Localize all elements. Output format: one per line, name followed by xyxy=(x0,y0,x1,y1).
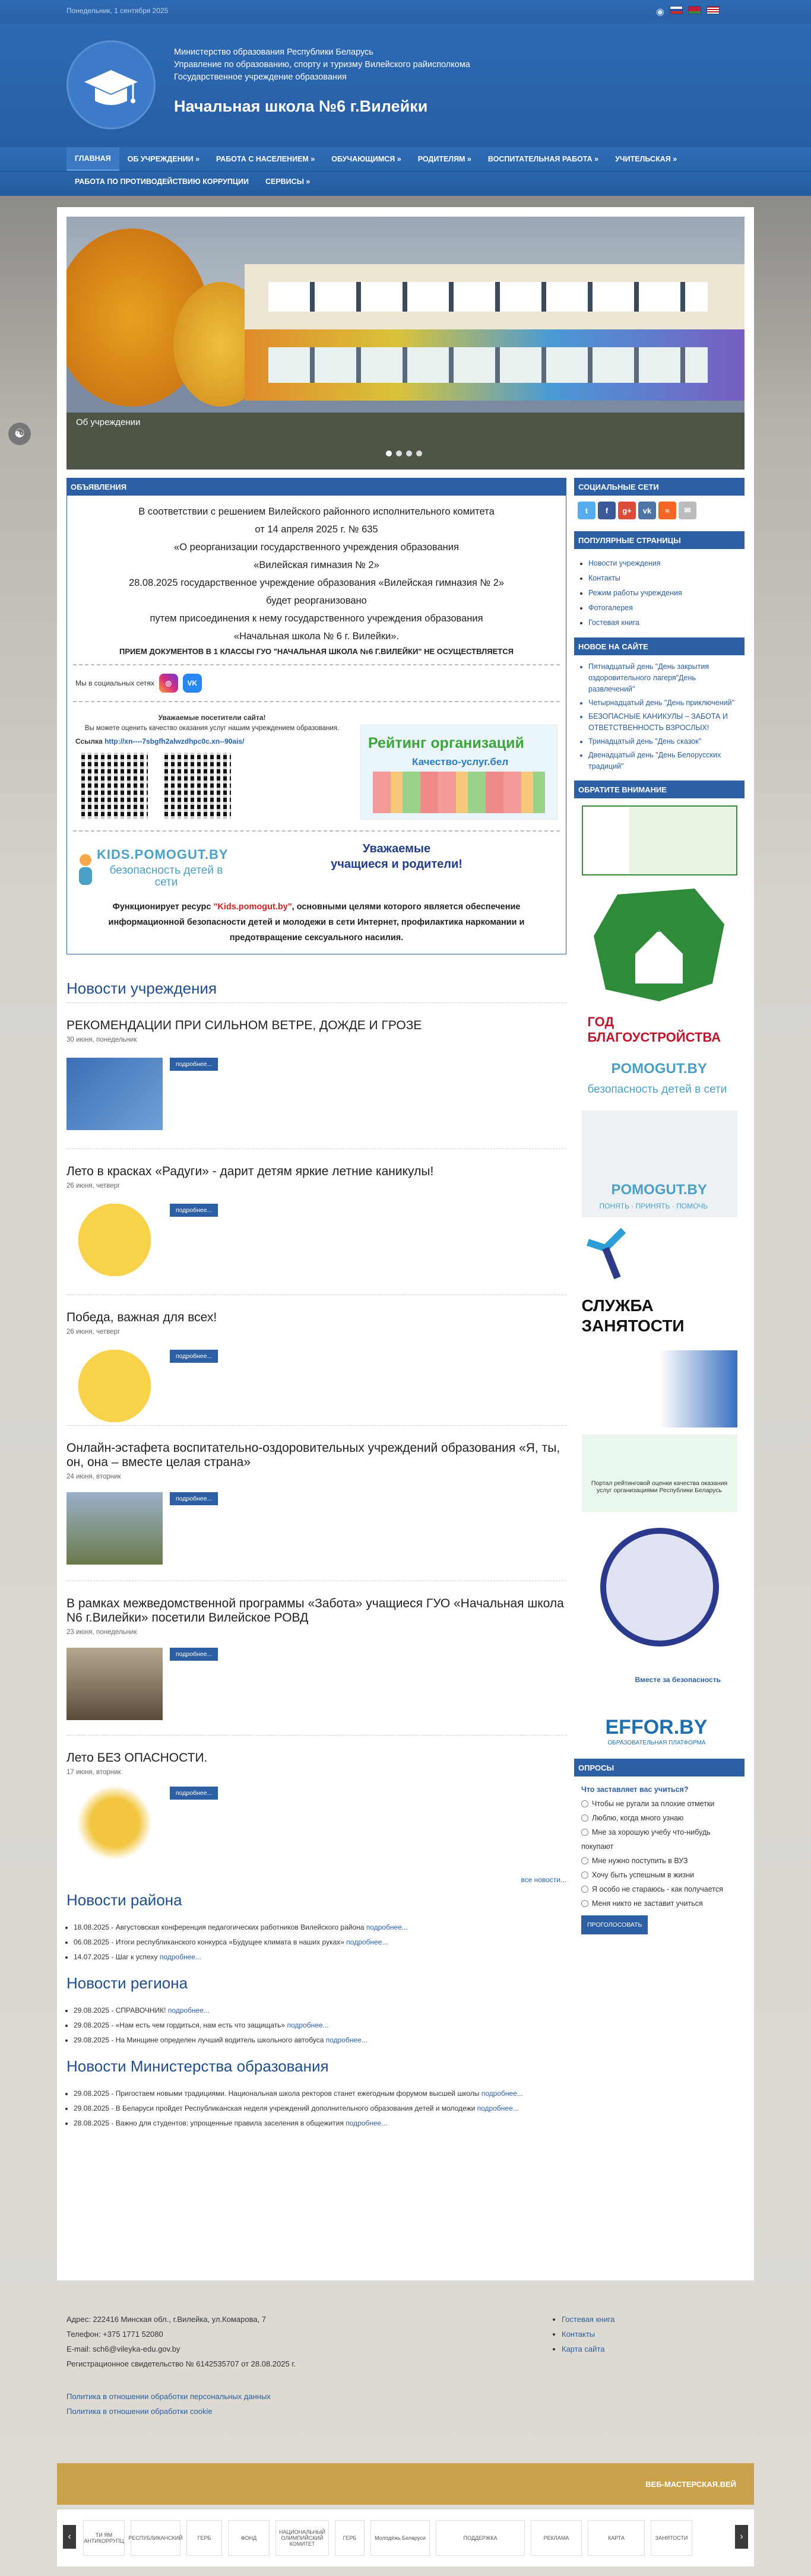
news-thumbnail[interactable] xyxy=(66,1648,163,1720)
kids-heading-2: учащиеся и родители! xyxy=(331,858,462,871)
rescue-banner[interactable] xyxy=(582,1519,737,1655)
district-news-title[interactable]: Новости района xyxy=(66,1891,182,1909)
news-item xyxy=(66,1426,566,1581)
rss-icon[interactable]: ≈ xyxy=(658,502,676,519)
twitter-icon[interactable]: t xyxy=(578,502,595,519)
district-news-text[interactable]: 18.08.2025 - Августовская конференция педагогических работников Вилейского района xyxy=(74,1923,365,1931)
partner-logo[interactable]: ПОДДЕРЖКА xyxy=(436,2520,525,2556)
year-banner[interactable] xyxy=(582,883,737,1043)
popular-link[interactable]: Фотогалерея xyxy=(588,604,633,612)
cookie-policy-link[interactable]: Политика в отношении обработки cookie xyxy=(66,2407,213,2416)
news-section-title[interactable]: Новости учреждения xyxy=(66,979,566,1003)
news-thumbnail[interactable] xyxy=(66,1492,163,1565)
google-plus-icon[interactable]: g+ xyxy=(618,502,636,519)
privacy-policy-link[interactable]: Политика в отношении обработки персональных данных xyxy=(66,2392,271,2401)
pomogut-title: POMOGUT.BY xyxy=(611,1061,707,1077)
divider xyxy=(73,664,560,665)
partner-logo[interactable]: ГЕРБ xyxy=(335,2520,365,2556)
divider xyxy=(73,830,560,832)
poll-option[interactable]: Люблю, когда много узнаю xyxy=(581,1811,737,1825)
region-news-item xyxy=(74,2033,566,2048)
social-title: СОЦИАЛЬНЫЕ СЕТИ xyxy=(574,478,745,496)
education-resource-banner[interactable] xyxy=(582,1350,737,1427)
news-item xyxy=(66,1149,566,1295)
org-line-institution: Государственное учреждение образования xyxy=(174,72,347,82)
ministry-news-text[interactable]: 29.08.2025 - В Беларуси пройдет Республиканская неделя учреждений дополнительного образования детей и молодежи xyxy=(74,2104,476,2112)
flag-ru-icon[interactable] xyxy=(670,6,683,14)
region-news-list xyxy=(66,2003,566,2048)
vote-button[interactable]: ПРОГОЛОСОВАТЬ xyxy=(581,1915,648,1934)
more-link[interactable]: подробнее... xyxy=(325,2036,368,2044)
school-logo-icon[interactable] xyxy=(66,40,156,129)
ministry-news-title[interactable]: Новости Министерства образования xyxy=(66,2057,329,2075)
qr-text-block xyxy=(75,713,349,734)
region-news-text[interactable]: 29.08.2025 - СПРАВОЧНИК! xyxy=(74,2006,166,2015)
popular-link[interactable]: Контакты xyxy=(588,574,620,582)
more-link[interactable]: подробнее... xyxy=(167,2006,210,2015)
qr-code-icon xyxy=(81,753,148,819)
poll-option[interactable]: Мне нужно поступить в ВУЗ xyxy=(581,1854,737,1868)
social-icons xyxy=(574,496,745,525)
news-item-title[interactable]: Лето БЕЗ ОПАСНОСТИ. xyxy=(66,1751,208,1765)
district-news-text[interactable]: 06.08.2025 - Итоги республиканского конкурса «Будущее климата в наших руках» xyxy=(74,1938,344,1946)
region-news-item xyxy=(74,2018,566,2033)
announcements-title: ОБЪЯВЛЕНИЯ xyxy=(66,478,566,496)
more-link[interactable]: подробнее... xyxy=(366,1923,408,1931)
accessibility-icon[interactable]: ☯ xyxy=(8,423,31,445)
partner-logo[interactable]: ФОНД xyxy=(228,2520,270,2556)
partner-logo[interactable]: ЗАНЯТОСТИ xyxy=(651,2520,692,2556)
slide-ground xyxy=(66,413,745,469)
content-page xyxy=(57,207,754,2280)
kids-logo-title: KIDS.POMOGUT.BY xyxy=(97,847,229,862)
pomogut-sub: безопасность детей в сети xyxy=(587,1083,727,1096)
announcements-box xyxy=(66,496,566,954)
org-line-ministry: Министерство образования Республики Беларусь xyxy=(174,47,373,57)
district-news-item xyxy=(74,1920,566,1935)
facebook-icon[interactable]: f xyxy=(598,502,616,519)
job-service-banner[interactable] xyxy=(582,1224,737,1343)
attention-title: ОБРАТИТЕ ВНИМАНИЕ xyxy=(574,781,745,798)
more-button[interactable]: подробнее... xyxy=(170,1492,218,1505)
news-item-title[interactable]: Победа, важная для всех! xyxy=(66,1311,217,1324)
more-button[interactable]: подробнее... xyxy=(170,1058,218,1071)
webmaster-link[interactable]: ВЕБ-МАСТЕРСКАЯ.BEЙ xyxy=(645,2480,736,2489)
poll-question: Что заставляет вас учиться? xyxy=(581,1785,689,1794)
popular-link[interactable]: Гостевая книга xyxy=(588,618,639,627)
news-thumbnail[interactable] xyxy=(66,1058,163,1130)
vk-icon[interactable]: vk xyxy=(638,502,656,519)
slide-building xyxy=(245,264,745,401)
more-button[interactable]: подробнее... xyxy=(170,1350,218,1363)
site-header xyxy=(0,24,811,148)
qr-codes xyxy=(75,753,349,819)
pomogut2-title: POMOGUT.BY xyxy=(611,1182,707,1198)
news-item-title[interactable]: Онлайн-эстафета воспитательно-оздоровительных учреждений образования «Я, ты, он, она – вместе целая страна» xyxy=(66,1441,560,1469)
nav-anticorruption[interactable]: РАБОТА ПО ПРОТИВОДЕЙСТВИЮ КОРРУПЦИИ xyxy=(75,177,249,186)
kids-pomogut-block xyxy=(73,837,560,898)
social-row xyxy=(73,671,560,695)
new-on-site-title: НОВОЕ НА САЙТЕ xyxy=(574,637,745,655)
nav-upbringing[interactable]: ВОСПИТАТЕЛЬНАЯ РАБОТА » xyxy=(487,155,599,163)
qr-text: Вы можете оценить качество оказания услуг нашим учреждением образования. xyxy=(84,725,340,732)
partners-carousel xyxy=(57,2510,754,2567)
ann-line: 28.08.2025 государственное учреждение образования «Вилейская гимназия № 2» xyxy=(128,578,505,588)
more-link[interactable]: подробнее... xyxy=(477,2104,519,2112)
news-item xyxy=(66,1736,566,1872)
hotline-banner[interactable] xyxy=(582,805,737,875)
pomogut2-sub: ПОНЯТЬ · ПРИНЯТЬ · ПОМОЧЬ xyxy=(599,1202,708,1210)
current-date: Понедельник, 1 сентября 2025 xyxy=(66,7,169,15)
portal-text: Портал рейтинговой оценки качества оказания услуг организациями Республики Беларусь xyxy=(591,1480,728,1494)
portal-banner[interactable] xyxy=(582,1435,737,1512)
new-item-link[interactable]: БЕЗОПАСНЫЕ КАНИКУЛЫ – ЗАБОТА И ОТВЕТСТВЕННОСТЬ ВЗРОСЛЫХ! xyxy=(588,712,728,732)
footer-link[interactable]: Карта сайта xyxy=(562,2345,605,2353)
job-service-icon xyxy=(582,1224,635,1290)
safety-banner[interactable] xyxy=(582,1663,737,1752)
city-illustration xyxy=(373,772,545,813)
org-line-department: Управление по образованию, спорту и туризму Вилейского райисполкома xyxy=(174,60,470,69)
popular-link[interactable]: Режим работы учреждения xyxy=(588,589,682,597)
slider-dots[interactable] xyxy=(386,451,422,456)
main-nav xyxy=(66,147,746,192)
nav-public[interactable]: РАБОТА С НАСЕЛЕНИЕМ » xyxy=(216,155,315,163)
news-item-date: 30 июня, понедельник xyxy=(66,1036,137,1043)
footer-link[interactable]: Гостевая книга xyxy=(562,2315,615,2324)
qr-code-icon xyxy=(164,753,231,819)
effor-title: EFFOR.BY xyxy=(605,1716,708,1739)
rating-banner[interactable] xyxy=(360,725,557,820)
footer xyxy=(66,2312,746,2419)
kids-description xyxy=(73,898,560,947)
carousel-next-icon[interactable]: › xyxy=(735,2525,748,2549)
ministry-news-item xyxy=(74,2101,566,2116)
kids-heading xyxy=(236,841,557,872)
nav-teachers[interactable]: УЧИТЕЛЬСКАЯ » xyxy=(615,155,677,163)
ann-line: от 14 апреля 2025 г. № 635 xyxy=(255,524,378,535)
qr-title: Уважаемые посетители сайта! xyxy=(158,713,266,722)
vk-icon[interactable]: VK xyxy=(183,674,202,693)
news-item xyxy=(66,1581,566,1736)
kids-pomogut-logo[interactable] xyxy=(75,841,236,894)
partner-logo[interactable]: Молодёжь Беларуси xyxy=(370,2520,430,2556)
partner-logo[interactable]: КАРТА xyxy=(588,2520,645,2556)
new-item-link[interactable]: Пятнадцатый день "День закрытия оздоровительного лагеря"День развлечений" xyxy=(588,662,709,693)
flag-en-icon[interactable] xyxy=(707,6,720,14)
popular-list xyxy=(574,549,745,637)
qr-link-row xyxy=(75,737,349,745)
pomogut-banner[interactable] xyxy=(582,1050,737,1103)
kids-heading-1: Уважаемые xyxy=(362,842,431,855)
year-text: ГОД БЛАГОУСТРОЙСТВА xyxy=(587,1014,721,1045)
partner-logo[interactable]: РЕСПУБЛИКАНСКИЙ xyxy=(131,2520,180,2556)
kids-text-link[interactable]: "Kids.pomogut.by" xyxy=(213,902,292,912)
poll-option[interactable]: Мне за хорошую учебу что-нибудь покупают xyxy=(581,1828,711,1851)
footer-phone: Телефон: +375 1771 52080 xyxy=(66,2330,163,2339)
poll-option[interactable]: Чтобы не ругали за плохие отметки xyxy=(581,1797,737,1811)
partner-logo[interactable]: НАЦИОНАЛЬНЫЙ ОЛИМПИЙСКИЙ КОМИТЕТ xyxy=(275,2520,329,2556)
more-link[interactable]: подробнее... xyxy=(481,2089,523,2098)
popular-link[interactable]: Новости учреждения xyxy=(588,559,661,567)
ministry-news-list xyxy=(66,2086,566,2131)
ann-line: «Начальная школа № 6 г. Вилейки». xyxy=(233,631,400,642)
ministry-news-item xyxy=(74,2116,566,2131)
news-thumbnail[interactable] xyxy=(66,1787,163,1859)
qr-link[interactable]: http://xn----7sbgfh2alwzdhpc0c.xn--90ais/ xyxy=(104,737,245,745)
region-news-title[interactable]: Новости региона xyxy=(66,1974,188,1992)
footer-address: Адрес: 222416 Минская обл., г.Вилейка, ул.Комарова, 7 xyxy=(66,2315,267,2324)
footer-registration: Регистрационное свидетельство № 6142535707 от 28.08.2025 г. xyxy=(66,2359,296,2368)
news-item-date: 24 июня, вторник xyxy=(66,1473,121,1480)
more-link[interactable]: подробнее... xyxy=(346,1938,388,1946)
news-item xyxy=(66,1295,566,1426)
region-news-text[interactable]: 29.08.2025 - На Минщине определен лучший водитель школьного автобуса xyxy=(74,2036,324,2044)
nav-about[interactable]: ОБ УЧРЕЖДЕНИИ » xyxy=(127,155,200,163)
rating-title: Рейтинг организаций xyxy=(368,735,524,751)
ministry-news-text[interactable]: 29.08.2025 - Пригостаем новыми традициями. Национальная школа ректоров станет ежегодным форумом высшей школы xyxy=(74,2089,480,2098)
footer-email[interactable]: E-mail: sch6@vileyka-edu.gov.by xyxy=(66,2345,180,2353)
eye-icon[interactable]: ◉ xyxy=(656,7,664,17)
popular-title: ПОПУЛЯРНЫЕ СТРАНИЦЫ xyxy=(574,531,745,549)
rating-site: Качество-услуг.бел xyxy=(412,756,509,767)
nav-students[interactable]: ОБУЧАЮЩИМСЯ » xyxy=(331,155,401,163)
news-item-date: 17 июня, вторник xyxy=(66,1769,121,1776)
divider xyxy=(73,701,560,702)
webmaster-bar xyxy=(57,2463,754,2505)
ann-line: будет реорганизовано xyxy=(266,595,367,606)
nav-home[interactable]: ГЛАВНАЯ xyxy=(66,147,119,171)
new-item-link[interactable]: Четырнадцатый день "День приключений" xyxy=(588,699,735,707)
district-news-text[interactable]: 14.07.2025 - Шаг к успеху xyxy=(74,1953,158,1961)
more-link[interactable]: подробнее... xyxy=(287,2021,329,2029)
poll xyxy=(574,1776,745,1940)
poll-option[interactable]: Хочу быть успешным в жизни xyxy=(581,1868,737,1882)
region-news-item xyxy=(74,2003,566,2018)
image-slider[interactable] xyxy=(66,217,745,469)
ann-line: «О реорганизации государственного учреждения образования xyxy=(174,542,459,553)
instagram-icon[interactable]: ◎ xyxy=(159,674,178,693)
partner-logo[interactable]: РЕКЛАМА xyxy=(531,2520,582,2556)
district-news-list xyxy=(66,1920,566,1965)
year-number: 2025 xyxy=(655,924,677,934)
new-item-link[interactable]: Двенадцатый день "День Белорусских традиций" xyxy=(588,751,721,770)
carousel-prev-icon[interactable]: ‹ xyxy=(63,2525,76,2549)
polls-title: ОПРОСЫ xyxy=(574,1759,745,1776)
news-item-date: 26 июня, четверг xyxy=(66,1328,121,1335)
effor-sub: ОБРАЗОВАТЕЛЬНАЯ ПЛАТФОРМА xyxy=(607,1740,706,1746)
kids-text-2: , основными целями которого является обеспечение информационной безопасности детей и молодежи в сети Интернет, профилактика наркомании и предотвращение сексуального насилия. xyxy=(108,902,525,943)
news-item-title[interactable]: В рамках межведомственной программы «Забота» учащиеся ГУО «Начальная школа N6 г.Вилейки» посетили Вилейское РОВД xyxy=(66,1597,564,1625)
rescue-emblem-icon xyxy=(600,1528,719,1647)
ann-line: В соответствии с решением Вилейского районного исполнительного комитета xyxy=(138,506,495,517)
poll-option[interactable]: Я особо не стараюсь - как получается xyxy=(581,1882,737,1896)
mail-icon[interactable]: ✉ xyxy=(679,502,696,519)
site-name[interactable]: Начальная школа №6 г.Вилейки xyxy=(174,97,428,115)
kids-logo-sub: безопасность детей в сети xyxy=(109,864,223,889)
all-news-link[interactable]: все новости... xyxy=(521,1876,566,1884)
more-link[interactable]: подробнее... xyxy=(159,1953,201,1961)
more-link[interactable]: подробнее... xyxy=(346,2119,388,2127)
region-news-text[interactable]: 29.08.2025 - «Нам есть чем гордиться, нам есть что защищать» xyxy=(74,2021,286,2029)
job-service-title: СЛУЖБА ЗАНЯТОСТИ xyxy=(581,1296,685,1335)
footer-links xyxy=(553,2312,614,2356)
pomogut2-banner[interactable] xyxy=(582,1111,737,1217)
news-thumbnail[interactable] xyxy=(66,1350,163,1422)
quality-rating-block xyxy=(73,708,560,824)
more-button[interactable]: подробнее... xyxy=(170,1204,218,1217)
slide-caption[interactable]: Об учреждении xyxy=(76,417,141,427)
partner-logo[interactable]: ТИ ЯМ АНТИКОРРУПЦ xyxy=(83,2520,125,2556)
poll-option[interactable]: Меня никто не заставит учиться xyxy=(581,1896,737,1911)
partner-logo[interactable]: ГЕРБ xyxy=(186,2520,222,2556)
qr-link-label: Ссылка xyxy=(75,737,103,745)
news-item-title[interactable]: РЕКОМЕНДАЦИИ ПРИ СИЛЬНОМ ВЕТРЕ, ДОЖДЕ И ГРОЗЕ xyxy=(66,1019,422,1032)
ministry-news-item xyxy=(74,2086,566,2101)
news-item-date: 23 июня, понедельник xyxy=(66,1629,137,1636)
ann-line: «Вилейская гимназия № 2» xyxy=(254,560,379,570)
ministry-news-text[interactable]: 28.08.2025 - Важно для студентов: упрощенные правила заселения в общежития xyxy=(74,2119,344,2127)
main-column xyxy=(66,478,566,2131)
news-item-title[interactable]: Лето в красках «Радуги» - дарит детям яркие летние каникулы! xyxy=(66,1165,434,1178)
more-button[interactable]: подробнее... xyxy=(170,1648,218,1661)
nav-services[interactable]: СЕРВИСЫ » xyxy=(265,177,311,186)
kids-text-1: Функционирует ресурс xyxy=(112,902,211,912)
sidebar xyxy=(574,478,745,1940)
ann-line: путем присоединения к нему государственного учреждения образования xyxy=(150,613,483,624)
ann-bold-line: ПРИЕМ ДОКУМЕНТОВ В 1 КЛАССЫ ГУО "НАЧАЛЬНАЯ ШКОЛА №6 Г.ВИЛЕЙКИ" НЕ ОСУЩЕСТВЛЯЕТСЯ xyxy=(119,647,514,656)
news-thumbnail[interactable] xyxy=(66,1204,163,1276)
new-item-link[interactable]: Тринадцатый день "День сказок" xyxy=(588,737,702,745)
news-item xyxy=(66,1003,566,1149)
footer-link[interactable]: Контакты xyxy=(562,2330,595,2339)
news-item-date: 26 июня, четверг xyxy=(66,1182,121,1189)
district-news-item xyxy=(74,1935,566,1950)
district-news-item xyxy=(74,1950,566,1965)
new-on-site-list xyxy=(574,655,745,781)
flag-by-icon[interactable] xyxy=(688,6,701,14)
organization-lines xyxy=(174,46,470,84)
safety-text: Вместе за безопасность xyxy=(635,1676,721,1684)
top-bar xyxy=(0,0,811,24)
nav-parents[interactable]: РОДИТЕЛЯМ » xyxy=(417,155,471,163)
belarus-map-icon xyxy=(582,883,737,1007)
social-label: Мы в социальных сетях xyxy=(75,679,154,687)
more-button[interactable]: подробнее... xyxy=(170,1787,218,1800)
